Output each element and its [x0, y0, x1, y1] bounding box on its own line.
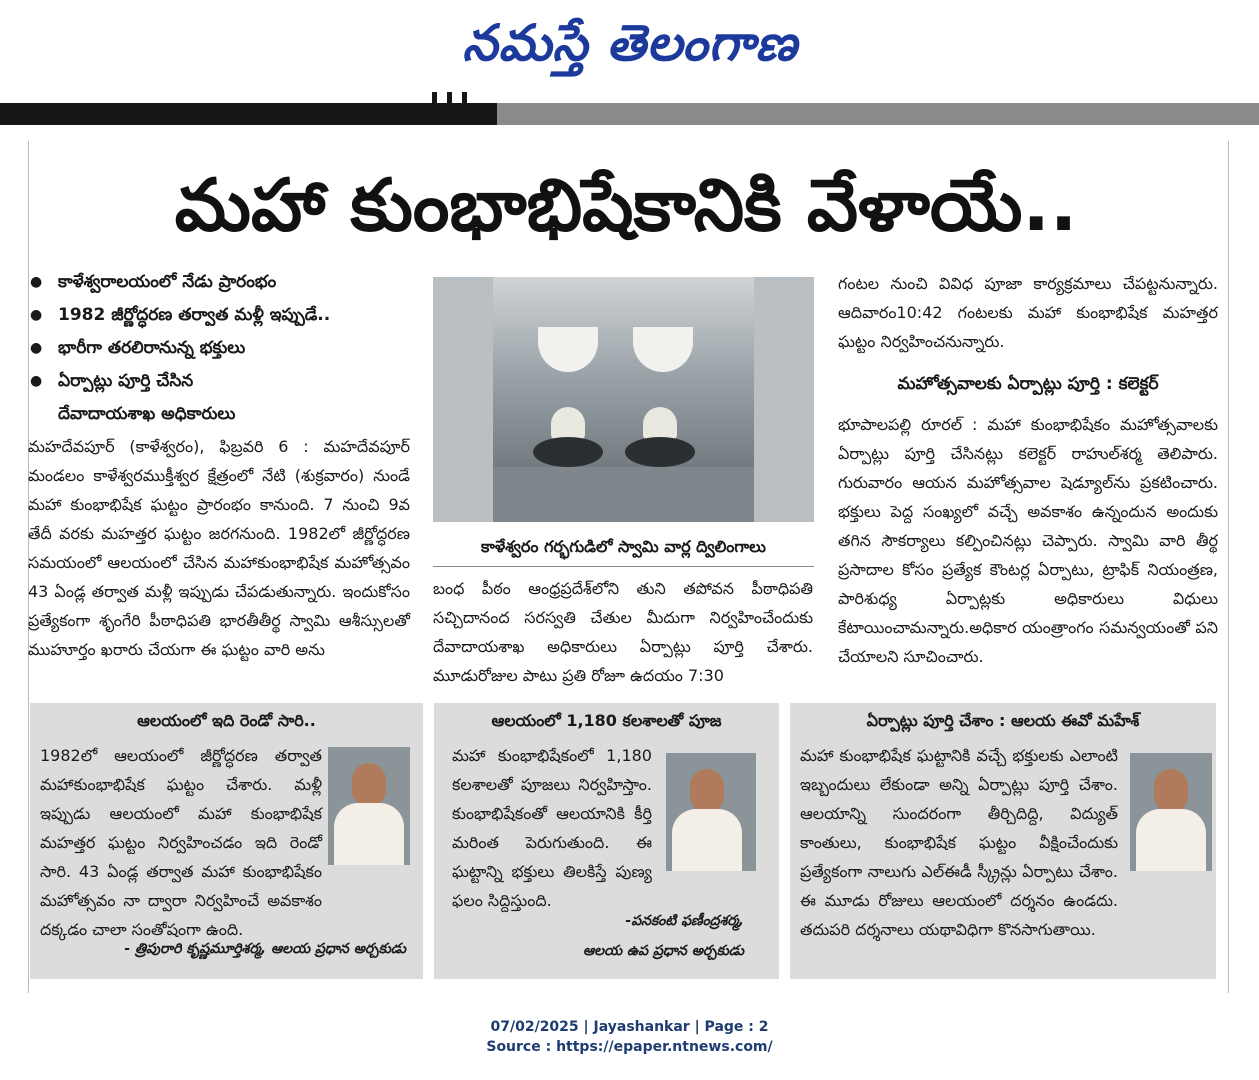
portrait-body	[672, 809, 742, 871]
quote-box-eo	[790, 703, 1216, 979]
portrait-head	[690, 769, 724, 811]
quote-box-text: 1982లో ఆలయంలో జీర్ణోద్ధరణ తర్వాత మహాకుంభాభిషేక ఘట్టం చేశారు. మళ్లీ ఇప్పుడు ఆలయంలో మహా కుంభాభిషేక మహత్తర ఘట్టం నిర్వహించడం ఇది రెండో సారి. 43 ఏండ్ల తర్వాత మహా కుంభాభిషేకం మహోత్సవం నా ద్వారా నిర్వహించే అవకాశం దక్కడం చాలా సంతోషంగా ఉంది.	[40, 746, 322, 939]
quote-box-signature-title: ఆలయ ఉప ప్రధాన అర్చకుడు	[582, 943, 744, 959]
article-column-3b	[838, 410, 1218, 671]
portrait-head	[352, 763, 386, 805]
column-text: భూపాలపల్లి రూరల్ : మహా కుంభాభిషేకం మహోత్సవాలకు ఏర్పాట్లు పూర్తి చేసినట్లు కలెక్టర్ రాహుల్‌శర్మ తెలిపారు. గురువారం ఆయన మహోత్సవాల షెడ్యూల్‌ను ప్రకటించారు. భక్తులు పెద్ద సంఖ్యలో వచ్చే అవకాశం ఉన్నందున అందుకు తగిన సౌకర్యాలు కల్పించినట్లు చెప్పారు. స్వామి వారి తీర్థ ప్రసాదాల కోసం ప్రత్యేక కౌంటర్ల ఏర్పాటు, ట్రాఫిక్ నియంత్రణ, పారిశుధ్య ఏర్పాట్లకు అధికారులు విధులు కేటాయించామన్నారు.అధికార యంత్రాంగం సమన్వయంతో పని చేయాలని సూచించారు.	[838, 415, 1218, 666]
newspaper-logo: నమస్తే తెలంగాణ	[462, 14, 798, 72]
photo-pillar-right	[754, 277, 814, 522]
page-footer	[0, 1017, 1259, 1057]
collector-subhead: మహోత్సవాలకు ఏర్పాట్లు పూర్తి : కలెక్టర్	[897, 374, 1159, 394]
masthead	[0, 0, 1259, 100]
bullet-item: ● భారీగా తరలిరానున్న భక్తులు	[30, 332, 410, 365]
bullet-item-continued: దేవాదాయశాఖ అధికారులు	[58, 404, 236, 424]
article-headline: మహా కుంభాభిషేకానికి వేళాయే..	[174, 163, 1078, 247]
photo-linga	[551, 407, 585, 439]
bullet-item: ● ఏర్పాట్లు పూర్తి చేసిన	[30, 365, 410, 398]
portrait-head	[1154, 769, 1188, 811]
priest-portrait	[328, 747, 410, 865]
portrait-body	[1136, 809, 1206, 871]
quote-box-text: మహా కుంభాభిషేక ఘట్టానికి వచ్చే భక్తులకు ఎలాంటి ఇబ్బందులు లేకుండా అన్ని ఏర్పాట్లు పూర్తి చేశాం. ఆలయాన్ని సుందరంగా తీర్చిదిద్ది, విద్యుత్ కాంతులు, కుంభాభిషేక ఘట్టం వీక్షించేందుకు ప్రత్యేకంగా నాలుగు ఎల్ఈడీ స్క్రీన్లు ఏర్పాటు చేశాం. ఈ మూడు రోజులు ఆలయంలో దర్శనం ఉండదు. తదుపరి దర్శనాలు యథావిధిగా కొనసాగుతాయి.	[800, 746, 1118, 939]
temple-photo	[433, 277, 814, 522]
column-text: గంటల నుంచి వివిధ పూజా కార్యక్రమాలు చేపట్టనున్నారు. ఆదివారం10:42 గంటలకు మహా కుంభాభిషేక మహత్తర ఘట్టం నిర్వహించనున్నారు.	[838, 274, 1218, 351]
quote-box-priest	[30, 703, 423, 979]
page-border-right	[1228, 141, 1229, 993]
divider-tick	[462, 92, 467, 103]
article-column-1	[28, 432, 410, 664]
column-text: బంధ పీఠం ఆంధ్రప్రదేశ్‌లోని తుని తపోవన పీఠాధిపతి సచ్చిదానంద సరస్వతి చేతుల మీదుగా నిర్వహించేందుకు దేవాదాయశాఖ అధికారులు ఏర్పాట్లు పూర్తి చేశారు. మూడురోజుల పాటు ప్రతి రోజూ ఉదయం 7:30	[433, 579, 813, 685]
article-column-3	[838, 269, 1218, 356]
photo-pillar-left	[433, 277, 493, 522]
column-text: మహదేవపూర్ (కాళేశ్వరం), ఫిబ్రవరి 6 : మహదేవపూర్ మండలం కాళేశ్వరముక్తీశ్వర క్షేత్రంలో నేటి (శుక్రవారం) నుండే మహా కుంభాభిషేక ఘట్టం ప్రారంభం కానుంది. 7 నుంచి 9వ తేదీ వరకు మహత్తర ఘట్టం జరగనుంది. 1982లో జీర్ణోద్ధరణ సమయంలో ఆలయంలో చేసిన మహాకుంభాభిషేక మహోత్సవం 43 ఏండ్ల తర్వాత మళ్లీ ఇప్పుడు చేపడుతున్నారు. ఇందుకోసం ప్రత్యేకంగా శృంగేరి పీఠాధిపతి భారతీతీర్థ స్వామి ఆశీస్సులతో ముహూర్తం ఖరారు చేయగా ఈ ఘట్టం వారి అను	[28, 437, 410, 659]
footer-source-link[interactable]: Source : https://epaper.ntnews.com/	[486, 1039, 773, 1055]
divider-tick	[432, 92, 437, 103]
quote-box-text: మహా కుంభాభిషేకంలో 1,180 కలశాలతో పూజలు నిర్వహిస్తాం. కుంభాభిషేకంతో ఆలయానికి కీర్తి మరింత పెరుగుతుంది. ఈ ఘట్టాన్ని భక్తులు తిలకిస్తే పుణ్య ఫలం సిద్దిస్తుంది.	[452, 746, 652, 910]
header-divider-dark	[0, 103, 497, 125]
quote-box-signature: - త్రిపురారి కృష్ణమూర్తిశర్మ, ఆలయ ప్రధాన అర్చకుడు	[124, 941, 406, 957]
photo-pedestal	[625, 437, 695, 467]
bullet-item: ● కాళేశ్వరాలయంలో నేడు ప్రారంభం	[30, 266, 410, 299]
eo-portrait	[1130, 753, 1212, 871]
quote-box-heading: ఆలయంలో 1,180 కలశాలతో పూజ	[491, 711, 722, 730]
photo-pedestal	[533, 437, 603, 467]
article-column-2	[433, 574, 813, 690]
header-divider-grey	[497, 103, 1259, 125]
quote-box-signature: -పనకంటి ఫణీంద్రశర్మ,	[625, 913, 744, 929]
photo-lamp	[633, 327, 693, 372]
photo-lamp	[538, 327, 598, 372]
photo-linga	[643, 407, 677, 439]
highlight-bullets	[30, 266, 410, 431]
photo-steps	[493, 467, 754, 522]
portrait-body	[334, 803, 404, 865]
footer-edition-info: 07/02/2025 | Jayashankar | Page : 2	[490, 1019, 769, 1035]
quote-box-heading: ఆలయంలో ఇది రెండో సారి..	[137, 711, 316, 730]
quote-box-deputy-priest	[434, 703, 779, 979]
divider-tick	[447, 92, 452, 103]
bullet-item: ● 1982 జీర్ణోద్ధరణ తర్వాత మళ్లీ ఇప్పుడే..	[30, 299, 410, 332]
photo-caption: కాళేశ్వరం గర్భగుడిలో స్వామి వార్ల ద్విలింగాలు	[433, 528, 814, 567]
deputy-priest-portrait	[666, 753, 756, 871]
quote-box-heading: ఏర్పాట్లు పూర్తి చేశాం : ఆలయ ఈవో మహేశ్	[866, 711, 1140, 730]
